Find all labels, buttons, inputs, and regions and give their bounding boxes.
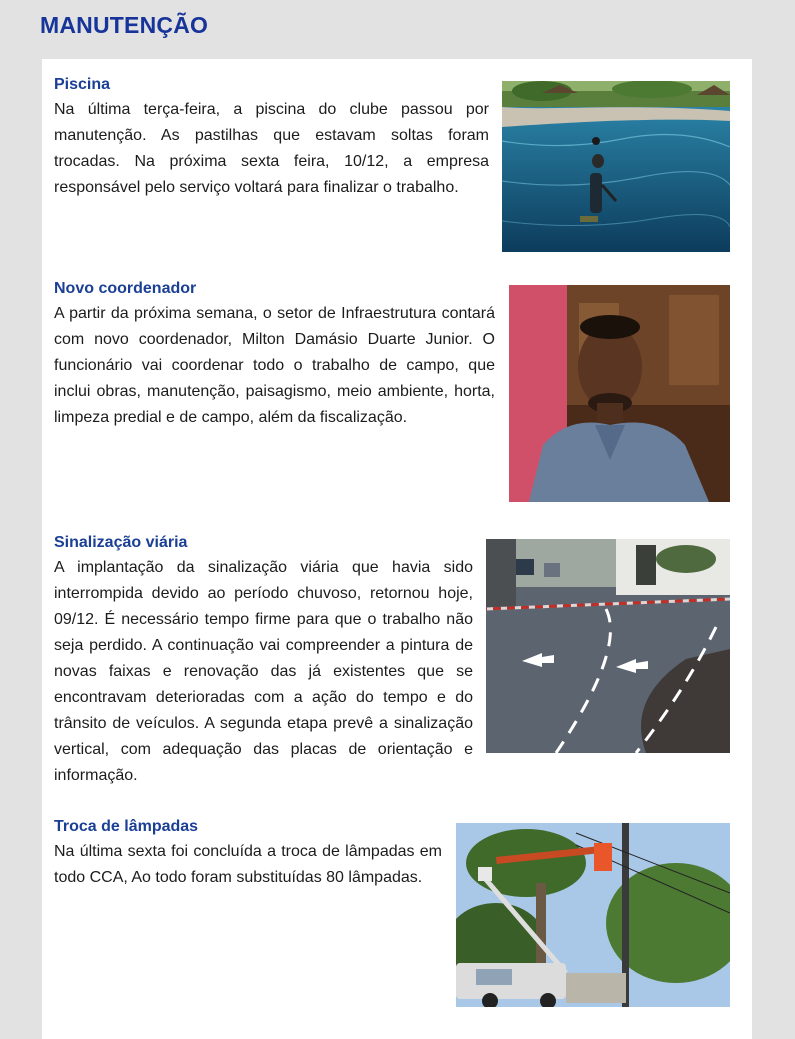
article-title: Sinalização viária — [54, 534, 188, 551]
page-title: MANUTENÇÃO — [40, 12, 209, 38]
coordinator-portrait-photo — [509, 285, 730, 502]
article-sinalizacao-viaria — [54, 533, 473, 789]
article-body: A implantação da sinalização viária que havia sido interrompida devido ao período chuvoso, retornou hoje, 09/12. É necessário tempo firme para que o trabalho não seja perdido. A continuação vai compreender a pintura de novas faixas e renovação das já existentes que se encontravam deterioradas com a ação do tempo e do trânsito de veículos. A segunda etapa prevê a sinalização vertical, com adequação das placas de orientação e informação. — [54, 559, 473, 784]
road-markings-photo — [486, 539, 730, 753]
pool-maintenance-photo — [502, 81, 730, 252]
article-piscina — [54, 75, 489, 201]
article-troca-de-lampadas — [54, 817, 442, 891]
content-panel — [42, 59, 752, 1039]
article-novo-coordenador — [54, 279, 495, 431]
article-title: Piscina — [54, 76, 111, 93]
article-title: Novo coordenador — [54, 280, 197, 297]
article-body: A partir da próxima semana, o setor de Infraestrutura contará com novo coordenador, Milton Damásio Duarte Junior. O funcionário vai coordenar todo o trabalho de campo, que inclui obras, manutenção, paisagismo, meio ambiente, horta, limpeza predial e de campo, além da fiscalização. — [54, 305, 495, 426]
article-body: Na última sexta foi concluída a troca de lâmpadas em todo CCA, Ao todo foram substituídas 80 lâmpadas. — [54, 843, 442, 886]
article-body: Na última terça-feira, a piscina do clube passou por manutenção. As pastilhas que estavam soltas foram trocadas. Na próxima sexta feira, 10/12, a empresa responsável pelo serviço voltará para finalizar o trabalho. — [54, 101, 489, 196]
article-title: Troca de lâmpadas — [54, 818, 199, 835]
bucket-truck-photo — [456, 823, 730, 1007]
